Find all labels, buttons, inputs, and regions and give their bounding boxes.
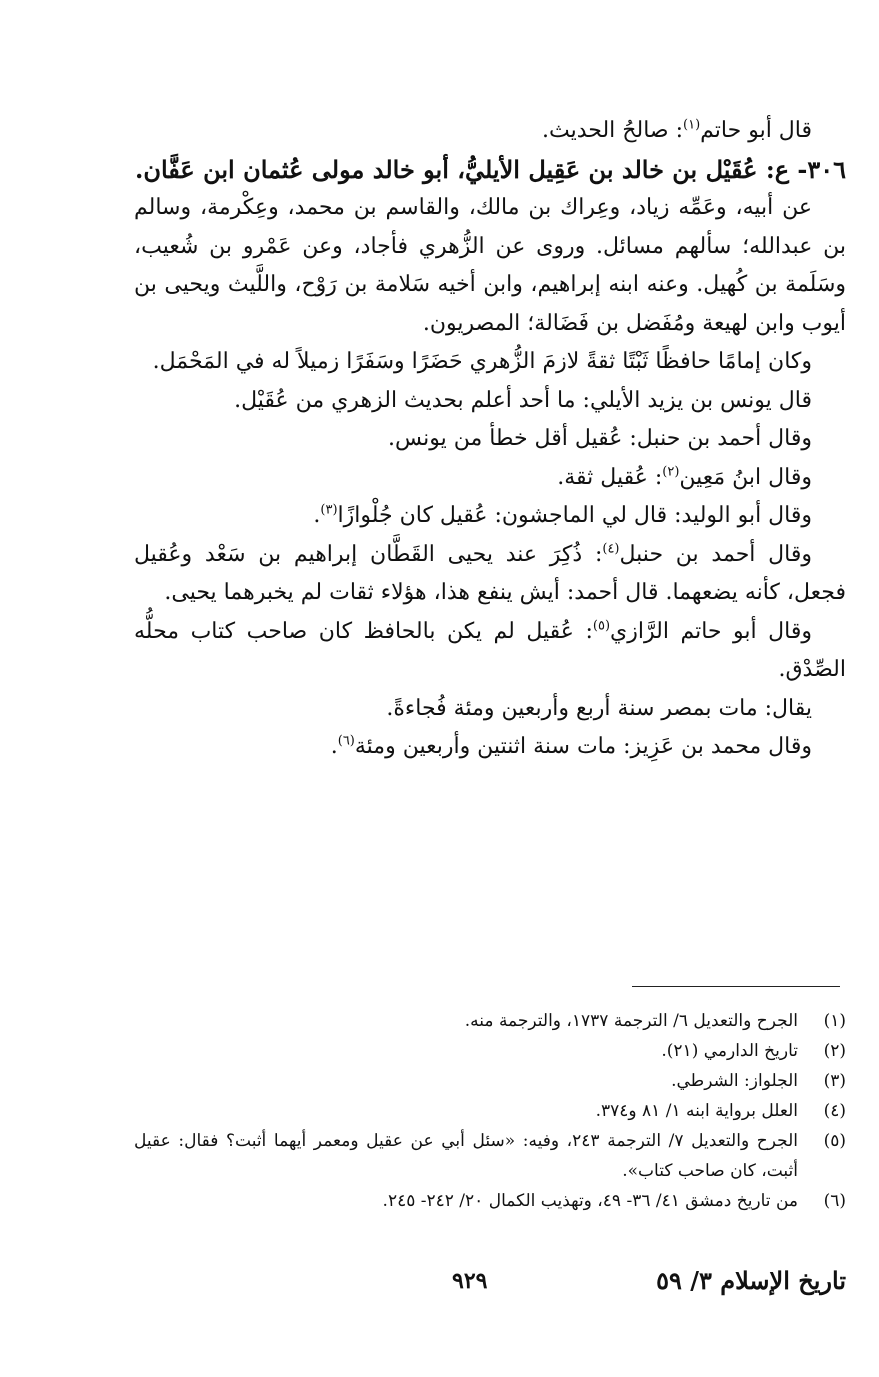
main-text <box>134 112 846 767</box>
text-span: . <box>313 503 321 528</box>
footnote <box>134 1066 846 1096</box>
text-span: : عُقيل لم يكن بالحافظ كان صاحب كتاب محلُّه الصِّدْق. <box>134 618 846 682</box>
footnote <box>134 1036 846 1066</box>
footnote-divider <box>632 986 840 987</box>
footnote <box>134 1126 846 1186</box>
paragraph <box>134 613 846 690</box>
text-span: قال أبو حاتم <box>700 118 812 143</box>
footnote-number: (٦) <box>823 1191 846 1211</box>
footnote-number: (٣) <box>823 1071 846 1091</box>
paragraph: يقال: مات بمصر سنة أربع وأربعين ومئة فُجاءةً. <box>386 695 812 721</box>
text-span: وقال أبو الوليد: قال لي الماجشون: عُقيل كان جُلْوازًا <box>337 503 812 528</box>
footnote-text: تاريخ الدارمي (٢١). <box>661 1041 798 1061</box>
footnote-text: الجرح والتعديل ٦/ الترجمة ١٧٣٧، والترجمة منه. <box>464 1011 798 1031</box>
paragraph <box>134 459 846 498</box>
footnote-text: العلل برواية ابنه ١/ ٨١ و٣٧٤. <box>595 1101 798 1121</box>
footnote-number: (١) <box>823 1011 846 1031</box>
entry-number: ٣٠٦- ع: <box>765 154 846 184</box>
footnote-ref: (١) <box>683 117 701 133</box>
footnote <box>134 1006 846 1036</box>
page-number: ٩٢٩ <box>452 1268 488 1294</box>
footnote-text: الجلواز: الشرطي. <box>671 1071 798 1091</box>
text-span: وقال ابنُ مَعِين <box>679 464 812 490</box>
entry-heading <box>134 151 846 190</box>
paragraph: وقال أحمد بن حنبل: عُقيل أقل خطأ من يونس. <box>388 426 812 451</box>
footnote-ref: (٦) <box>337 733 355 749</box>
paragraph: قال يونس بن يزيد الأيلي: ما أحد أعلم بحديث الزهري من عُقَيْل. <box>234 387 812 413</box>
footnote-number: (٢) <box>823 1041 846 1061</box>
footnote-text: من تاريخ دمشق ٤١/ ٣٦- ٤٩، وتهذيب الكمال ٢٠/ ٢٤٢- ٢٤٥. <box>382 1191 798 1211</box>
footnotes <box>134 1006 846 1216</box>
paragraph <box>134 728 846 767</box>
text-span: وقال أبو حاتم الرَّازي <box>610 618 812 644</box>
paragraph: عن أبيه، وعَمِّه زياد، وعِراك بن مالك، والقاسم بن محمد، وعِكْرمة، وسالم بن عبدالله؛ سألهم مسائل. وروى عن الزُّهري فأجاد، وعن عَمْرو بن شُعيب، وسَلَمة بن كُهيل. وعنه ابنه إبراهيم، وابن أخيه سَلامة بن رَوْح، واللَّيث ويحيى بن أيوب وابن لهيعة ومُفَضل بن فَضَالة؛ المصريون. <box>134 195 846 336</box>
text-span: : صالحُ الحديث. <box>542 118 683 143</box>
page-footer <box>134 1266 846 1306</box>
text-span: وقال أحمد بن حنبل <box>619 541 812 567</box>
paragraph <box>134 112 846 151</box>
running-title: تاريخ الإسلام ٣/ ٥٩ <box>656 1266 846 1295</box>
paragraph <box>134 497 846 536</box>
paragraph: وكان إمامًا حافظًا ثَبْتًا ثقةً لازمَ الزُّهري حَضَرًا وسَفَرًا زميلاً له في المَحْمَل. <box>152 349 812 374</box>
text-span: . <box>330 734 338 759</box>
footnote <box>134 1186 846 1216</box>
paragraph <box>134 536 846 613</box>
footnote-ref: (٢) <box>662 464 680 480</box>
footnote-number: (٤) <box>823 1101 846 1121</box>
footnote-ref: (٤) <box>602 541 620 557</box>
footnote-number: (٥) <box>823 1131 846 1151</box>
text-span: : عُقيل ثقة. <box>557 464 663 490</box>
entry-title: عُقَيْل بن خالد بن عَقِيل الأيليُّ، أبو خالد مولى عُثمان ابن عَفَّان. <box>134 154 758 184</box>
footnote-ref: (٣) <box>320 502 338 518</box>
text-span: : ذُكِرَ عند يحيى القَطَّان إبراهيم بن سَعْد وعُقيل فجعل، كأنه يضعهما. قال أحمد: أيش ينفع هذا، هؤلاء ثقات لم يخبرهما يحيى. <box>134 541 846 605</box>
footnote <box>134 1096 846 1126</box>
footnote-text: الجرح والتعديل ٧/ الترجمة ٢٤٣، وفيه: «سئل أبي عن عقيل ومعمر أيهما أثبت؟ فقال: عقيل أثبت، كان صاحب كتاب». <box>134 1131 799 1181</box>
footnote-ref: (٥) <box>592 618 611 634</box>
text-span: وقال محمد بن عَزِيز: مات سنة اثنتين وأربعين ومئة <box>354 734 812 759</box>
